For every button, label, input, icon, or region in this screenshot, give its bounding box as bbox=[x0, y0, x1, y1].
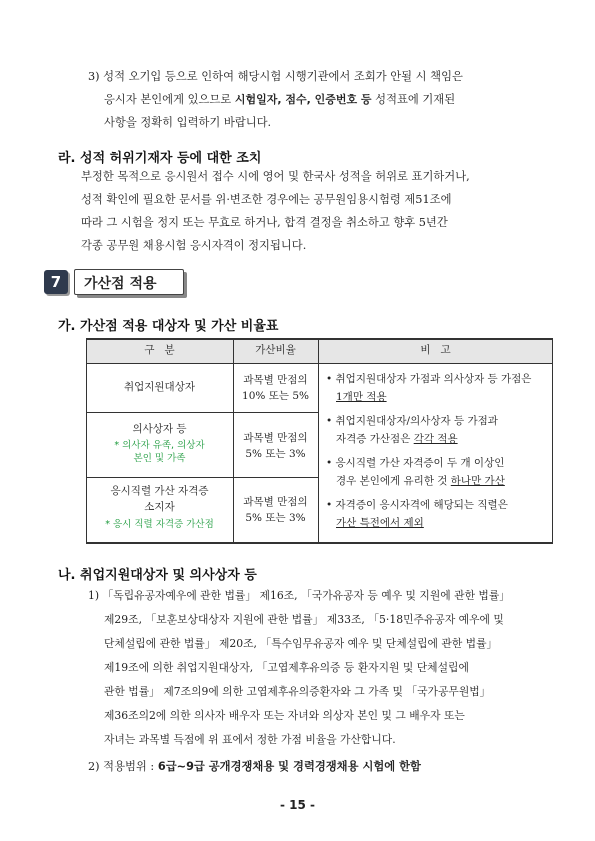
section-ra-line-4: 각종 공무원 채용시험 응시자격이 정지됩니다. bbox=[81, 239, 307, 252]
table-top-border bbox=[86, 338, 553, 340]
section-ga-heading: 가. 가산점 적용 대상자 및 가산 비율표 bbox=[58, 319, 279, 334]
section-ra-line-3: 따라 그 시험을 정지 또는 무효로 하거나, 합격 결정을 취소하고 향후 5년간 bbox=[81, 216, 448, 229]
section-na-line-4: 제19조에 의한 취업지원대상자, 「고엽제후유의증 등 환자지원 및 단체설립에 bbox=[104, 661, 469, 674]
section-7-number: 7 bbox=[44, 270, 68, 294]
intro-line-2 bbox=[104, 91, 455, 107]
row2-note-line-2: 본인 및 가족 bbox=[133, 453, 186, 464]
remark-3b-line bbox=[336, 474, 505, 489]
header-category: 구 분 bbox=[144, 344, 175, 356]
section-na-line-6: 제36조의2에 의한 의사자 배우자 또는 자녀와 의상자 본인 및 그 배우자 또는 bbox=[104, 709, 465, 722]
intro-line-2-bold: 시험일자, 점수, 인증번호 등 bbox=[234, 93, 372, 106]
section-na-scope bbox=[88, 758, 421, 774]
remark-3c: 하나만 가산 bbox=[450, 475, 505, 487]
table-header-border bbox=[86, 363, 553, 364]
bonus-table bbox=[86, 338, 553, 544]
section-7-title: 가산점 적용 bbox=[84, 276, 157, 292]
row2-note-line-1: * 의사자 유족, 의상자 bbox=[114, 440, 205, 451]
remark-4b: 가산 특전에서 제외 bbox=[336, 517, 424, 529]
row1-category: 취업지원대상자 bbox=[123, 381, 195, 393]
row2-category: 의사상자 등 bbox=[132, 423, 187, 435]
row2-rate-line-1: 과목별 만점의 bbox=[243, 432, 308, 444]
remark-2b-line bbox=[336, 432, 458, 447]
row1-rate-line-2: 10% 또는 5% bbox=[242, 390, 309, 402]
remark-2a: • 취업지원대상자/의사상자 등 가점과 bbox=[326, 415, 498, 427]
section-na-heading: 나. 취업지원대상자 및 의사상자 등 bbox=[58, 568, 257, 583]
row3-category-line-2: 소지자 bbox=[144, 501, 175, 513]
section-ra-line-2: 성적 확인에 필요한 문서를 위·변조한 경우에는 공무원임용시험령 제51조에 bbox=[81, 193, 452, 206]
intro-line-1: 3) 성적 오기입 등으로 인하여 해당시험 시행기관에서 조회가 안될 시 책임은 bbox=[88, 70, 463, 83]
scope-bold: 6급~9급 공개경쟁채용 및 경력경쟁채용 시험에 한함 bbox=[157, 760, 421, 773]
section-na-line-3: 단체설립에 관한 법률」 제20조, 「특수임무유공자 예우 및 단체설립에 관한 법률」 bbox=[104, 637, 498, 650]
page-number: - 15 - bbox=[279, 798, 315, 812]
row3-note: * 응시 직렬 자격증 가산점 bbox=[105, 519, 214, 530]
row2-rate-line-2: 5% 또는 3% bbox=[245, 448, 306, 460]
remark-3b: 경우 본인에게 유리한 것 bbox=[336, 475, 451, 487]
section-na-line-2: 제29조, 「보훈보상대상자 지원에 관한 법률」 제33조, 「5·18민주유공자 예우에 및 bbox=[104, 613, 504, 626]
row3-rate-line-2: 5% 또는 3% bbox=[245, 512, 306, 524]
table-col-border-2 bbox=[318, 338, 319, 544]
section-na-line-7: 자녀는 과목별 득점에 위 표에서 정한 가점 비율을 가산합니다. bbox=[104, 733, 396, 746]
section-ra-heading: 라. 성적 허위기재자 등에 대한 조치 bbox=[58, 151, 262, 166]
intro-line-2c: 성적표에 기재된 bbox=[371, 93, 456, 106]
section-na-line-5: 관한 법률」 제7조의9에 의한 고엽제후유의증환자와 그 가족 및 「국가공무원법」 bbox=[104, 685, 491, 698]
remark-2c: 각각 적용 bbox=[413, 433, 458, 445]
intro-line-2a: 응시자 본인에게 있으므로 bbox=[104, 93, 235, 106]
row3-category-line-1: 응시직렬 가산 자격증 bbox=[110, 485, 209, 497]
remark-1b: 1개만 적용 bbox=[336, 391, 387, 403]
remark-4a: • 자격증이 응시자격에 해당되는 직렬은 bbox=[326, 499, 508, 511]
header-remarks: 비 고 bbox=[420, 344, 451, 356]
row3-rate-line-1: 과목별 만점의 bbox=[243, 496, 308, 508]
row1-rate-line-1: 과목별 만점의 bbox=[243, 374, 308, 386]
header-rate: 가산비율 bbox=[255, 344, 296, 356]
scope-label: 2) 적용범위 : bbox=[88, 760, 158, 773]
intro-line-3: 사항을 정확히 입력하기 바랍니다. bbox=[104, 116, 272, 129]
table-row-border-2 bbox=[86, 477, 318, 478]
remark-3a: • 응시직렬 가산 자격증이 두 개 이상인 bbox=[326, 457, 505, 469]
section-ra-line-1: 부정한 목적으로 응시원서 접수 시에 영어 및 한국사 성적을 허위로 표기하거나, bbox=[81, 170, 470, 183]
remark-1a: • 취업지원대상자 가점과 의사상자 등 가점은 bbox=[326, 373, 532, 385]
remark-2b: 자격증 가산점은 bbox=[336, 433, 414, 445]
table-row-border-1 bbox=[86, 412, 318, 413]
table-bottom-border bbox=[86, 542, 553, 544]
table-right-border bbox=[552, 338, 553, 544]
section-na-line-1: 1) 「독립유공자예우에 관한 법률」 제16조, 「국가유공자 등 예우 및 지원에 관한 법률」 bbox=[88, 589, 511, 602]
